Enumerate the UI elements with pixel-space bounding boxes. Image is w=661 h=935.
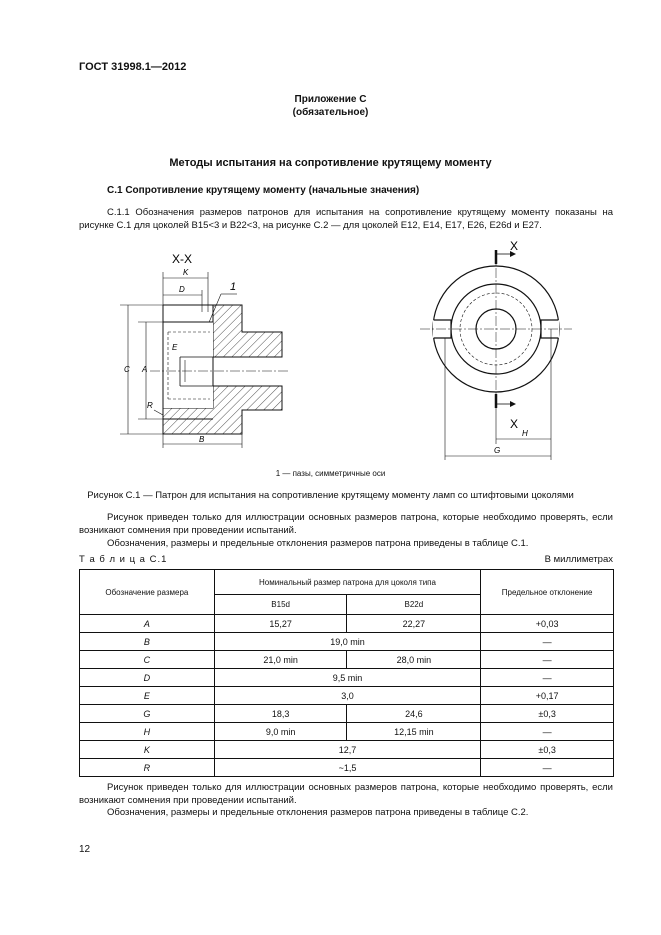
table-row	[80, 633, 614, 651]
cell-name: G	[80, 705, 215, 723]
table-row	[80, 759, 614, 777]
annex-status: (обязательное)	[292, 107, 369, 118]
dimensions-table	[79, 569, 614, 777]
note-table-ref-1: Обозначения, размеры и предельные отклонения размеров патрона приведены в таблице С.1.	[107, 538, 529, 549]
cell-b15d: 21,0 min	[214, 651, 347, 669]
table-row	[80, 723, 614, 741]
cell-name: E	[80, 687, 215, 705]
cell-tol: —	[481, 669, 614, 687]
cell-tol: —	[481, 651, 614, 669]
document-header: ГОСТ 31998.1—2012	[79, 61, 187, 73]
table-row	[80, 651, 614, 669]
subsection-title: С.1 Сопротивление крутящему моменту (начальные значения)	[107, 185, 420, 196]
label-k: K	[183, 268, 189, 277]
cell-merged: ~1,5	[214, 759, 480, 777]
table-units: В миллиметрах	[544, 554, 613, 565]
label-b: B	[199, 435, 205, 444]
cell-name: H	[80, 723, 215, 741]
cell-name: D	[80, 669, 215, 687]
cross-section-view	[120, 252, 290, 448]
annex-heading	[0, 93, 661, 119]
note-table-ref-2: Обозначения, размеры и предельные отклонения размеров патрона приведены в таблице С.2.	[107, 807, 529, 818]
table-row	[80, 669, 614, 687]
cell-merged: 9,5 min	[214, 669, 480, 687]
label-d: D	[179, 285, 185, 294]
cell-tol: +0,17	[481, 687, 614, 705]
label-r: R	[147, 401, 153, 410]
cell-b15d: 15,27	[214, 615, 347, 633]
paragraph-c11: С.1.1 Обозначения размеров патронов для испытания на сопротивление крутящему моменту показаны на рисунке С.1 для цоколей В15<3 и В22<3, на рисунке С.2 — для цоколей Е12, Е14, Е17, Е26, Е26d и Е27.	[79, 207, 613, 231]
cell-merged: 19,0 min	[214, 633, 480, 651]
cell-tol: ±0,3	[481, 705, 614, 723]
cell-tol: ±0,3	[481, 741, 614, 759]
table-row	[80, 741, 614, 759]
section-label: X-X	[172, 252, 193, 266]
page-number: 12	[79, 844, 91, 855]
note-illustration-2: Рисунок приведен только для иллюстрации основных размеров патрона, которые необходимо проверять, если возникают сомнения при проведении испытаний.	[79, 782, 613, 806]
cell-b22d: 28,0 min	[347, 651, 481, 669]
cell-name: C	[80, 651, 215, 669]
label-c: C	[124, 365, 130, 374]
cell-tol: +0,03	[481, 615, 614, 633]
cell-b22d: 24,6	[347, 705, 481, 723]
cell-name: K	[80, 741, 215, 759]
cell-b15d: 18,3	[214, 705, 347, 723]
label-1: 1	[230, 281, 237, 293]
figure-c1	[0, 232, 661, 468]
figure-legend: 1 — пазы, симметричные оси	[275, 469, 386, 478]
section-mark-top: X	[510, 239, 519, 253]
note-illustration-1: Рисунок приведен только для иллюстрации основных размеров патрона, которые необходимо проверять, если возникают сомнения при проведении испытаний.	[79, 512, 613, 536]
table-row	[80, 705, 614, 723]
section-mark-bottom: X	[510, 417, 519, 431]
figure-caption: Рисунок С.1 — Патрон для испытания на сопротивление крутящему моменту ламп со штифтовыми цоколями	[87, 490, 574, 501]
cell-merged: 12,7	[214, 741, 480, 759]
table-title: Т а б л и ц а С.1	[79, 554, 168, 565]
th-tolerance: Предельное отклонение	[481, 570, 614, 615]
th-nominal: Номинальный размер патрона для цоколя типа	[214, 570, 480, 595]
annex-title: Приложение С	[294, 94, 367, 105]
section-title: Методы испытания на сопротивление крутящему моменту	[169, 157, 492, 169]
cell-tol: —	[481, 723, 614, 741]
cell-name: B	[80, 633, 215, 651]
cell-tol: —	[481, 633, 614, 651]
cell-b15d: 9,0 min	[214, 723, 347, 741]
cell-b22d: 22,27	[347, 615, 481, 633]
th-b15d: B15d	[214, 595, 347, 615]
label-e: E	[172, 343, 178, 352]
cell-name: A	[80, 615, 215, 633]
th-designation: Обозначение размера	[80, 570, 215, 615]
label-h: H	[522, 429, 528, 438]
cell-tol: —	[481, 759, 614, 777]
table-row	[80, 687, 614, 705]
front-view	[420, 239, 572, 460]
cell-merged: 3,0	[214, 687, 480, 705]
table-row	[80, 615, 614, 633]
label-g: G	[494, 446, 501, 455]
th-b22d: B22d	[347, 595, 481, 615]
cell-name: R	[80, 759, 215, 777]
cell-b22d: 12,15 min	[347, 723, 481, 741]
label-a: A	[142, 365, 148, 374]
